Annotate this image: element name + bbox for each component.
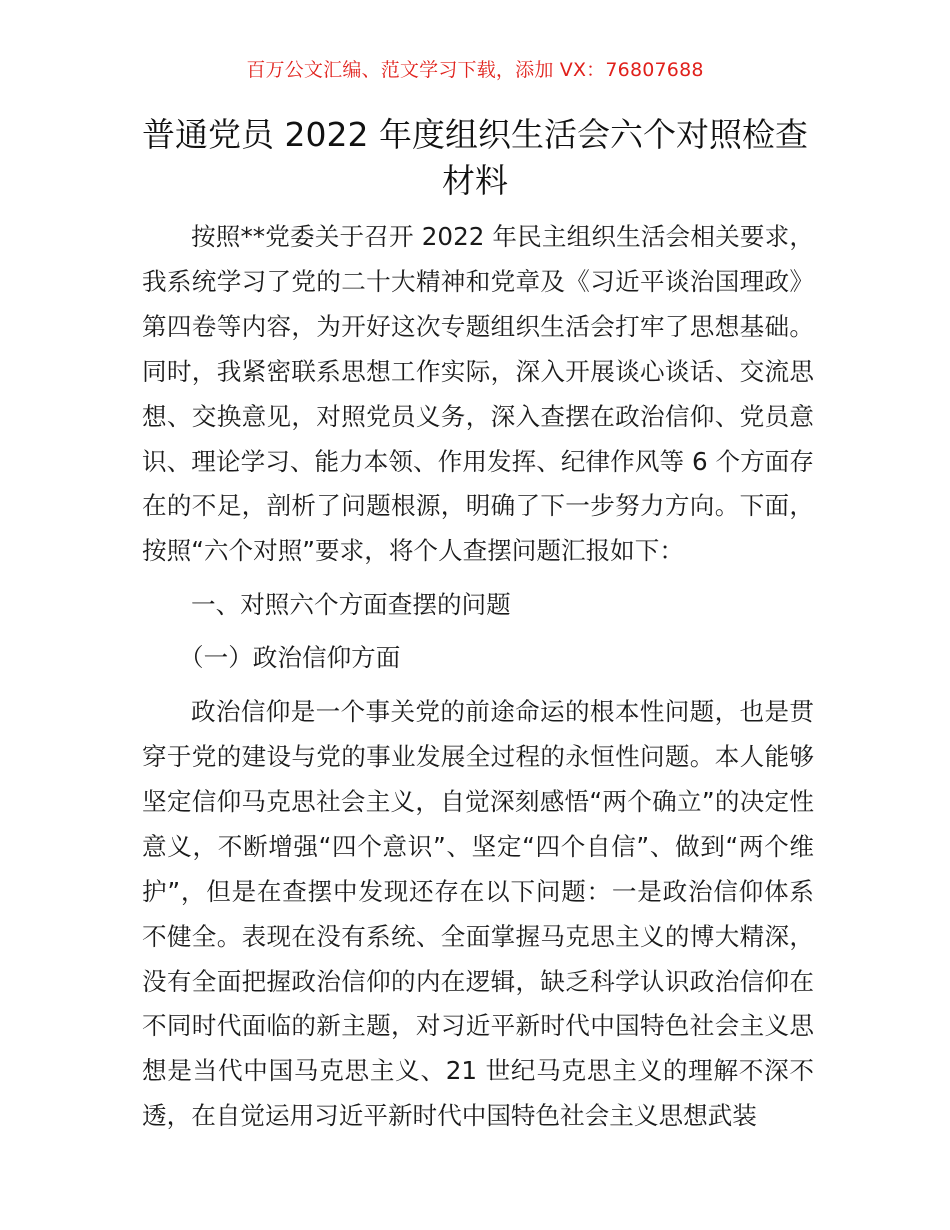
document-body — [142, 215, 814, 1139]
subsection-heading: （一）政治信仰方面 — [179, 643, 401, 673]
promo-header: 百万公文汇编、范文学习下载，添加 VX：76807688 — [246, 59, 704, 81]
intro-paragraph: 按照**党委关于召开 2022 年民主组织生活会相关要求，我系统学习了党的二十大精神和党章及《习近平谈治国理政》第四卷等内容，为开好这次专题组织生活会打牢了思想基础。同时，我紧密联系思想工作实际，深入开展谈心谈话、交流思想、交换意见，对照党员义务，深入查摆在政治信仰、党员意识、理论学习、能力本领、作用发挥、纪律作风等 6 个方面存在的不足，剖析了问题根源，明确了下一步努力方向。下面，按照“六个对照”要求，将个人查摆问题汇报如下： — [142, 222, 814, 566]
document-title: 普通党员 2022 年度组织生活会六个对照检查材料 — [142, 115, 808, 200]
body-paragraph: 政治信仰是一个事关党的前途命运的根本性问题，也是贯穿于党的建设与党的事业发展全过程的永恒性问题。本人能够坚定信仰马克思社会主义，自觉深刻感悟“两个确立”的决定性意义，不断增强“四个意识”、坚定“四个自信”、做到“两个维护”，但是在查摆中发现还存在以下问题：一是政治信仰体系不健全。表现在没有系统、全面掌握马克思主义的博大精深，没有全面把握政治信仰的内在逻辑，缺乏科学认识政治信仰在不同时代面临的新主题，对习近平新时代中国特色社会主义思想是当代中国马克思主义、21 世纪马克思主义的理解不深不透，在自觉运用习近平新时代中国特色社会主义思想武装 — [142, 697, 814, 1131]
section-heading: 一、对照六个方面查摆的问题 — [191, 590, 511, 620]
